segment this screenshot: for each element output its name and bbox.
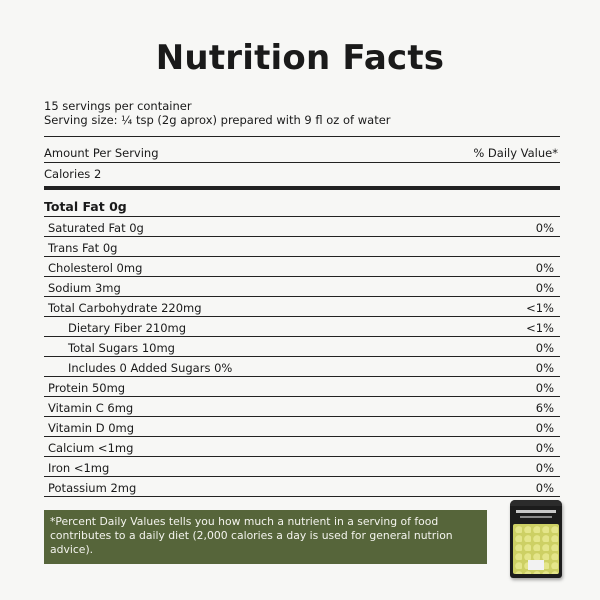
nutrient-daily-value: 0% (535, 281, 554, 295)
nutrient-daily-value: 0% (535, 381, 554, 395)
nutrient-daily-value: 0% (535, 361, 554, 375)
row-divider (44, 316, 560, 317)
nutrient-daily-value: 0% (535, 421, 554, 435)
pouch-label (528, 560, 544, 570)
serving-info (44, 99, 391, 127)
divider (44, 162, 560, 163)
row-divider (44, 396, 560, 397)
pouch-brand-mark (516, 510, 556, 513)
row-divider (44, 256, 560, 257)
nutrient-daily-value: 0% (535, 341, 554, 355)
row-divider (44, 476, 560, 477)
nutrient-daily-value: 0% (535, 441, 554, 455)
nutrient-label: Sodium 3mg (48, 281, 121, 295)
nutrient-daily-value: <1% (526, 321, 554, 335)
row-divider (44, 296, 560, 297)
row-divider (44, 416, 560, 417)
nutrient-label: Calcium <1mg (48, 441, 134, 455)
product-pouch-image (510, 500, 562, 578)
serving-size: Serving size: ¼ tsp (2g aprox) prepared with 9 fl oz of water (44, 113, 391, 127)
nutrient-daily-value: 0% (535, 481, 554, 495)
thick-divider (44, 186, 560, 190)
nutrient-label: Saturated Fat 0g (48, 221, 144, 235)
nutrient-label: Dietary Fiber 210mg (68, 321, 187, 335)
daily-value-note: *Percent Daily Values tells you how much a nutrient in a serving of food contributes to a daily diet (2,000 calories a day is used for general nutrion advice). (44, 510, 487, 564)
row-divider (44, 436, 560, 437)
nutrient-daily-value: 0% (535, 461, 554, 475)
nutrient-label: Trans Fat 0g (48, 241, 118, 255)
daily-value-header: % Daily Value* (473, 146, 558, 160)
divider (44, 136, 560, 137)
row-divider (44, 336, 560, 337)
page-title: Nutrition Facts (155, 38, 445, 78)
nutrient-label: Potassium 2mg (48, 481, 137, 495)
pouch-subtitle-mark (520, 516, 552, 518)
nutrient-label: Includes 0 Added Sugars 0% (68, 361, 233, 375)
row-divider (44, 456, 560, 457)
amount-per-serving-label: Amount Per Serving (44, 146, 159, 160)
row-divider (44, 496, 560, 497)
nutrient-label: Total Sugars 10mg (68, 341, 175, 355)
nutrient-label: Vitamin C 6mg (48, 401, 134, 415)
row-divider (44, 376, 560, 377)
total-fat-heading: Total Fat 0g (44, 199, 127, 214)
row-divider (44, 236, 560, 237)
nutrient-label: Vitamin D 0mg (48, 421, 135, 435)
nutrient-daily-value: <1% (526, 301, 554, 315)
nutrient-label: Protein 50mg (48, 381, 126, 395)
pouch-seal (510, 500, 562, 506)
nutrient-label: Iron <1mg (48, 461, 110, 475)
nutrient-daily-value: 6% (535, 401, 554, 415)
servings-per-container: 15 servings per container (44, 99, 192, 113)
nutrient-label: Total Carbohydrate 220mg (48, 301, 202, 315)
nutrient-daily-value: 0% (535, 261, 554, 275)
divider (44, 216, 560, 217)
nutrient-label: Cholesterol 0mg (48, 261, 143, 275)
row-divider (44, 276, 560, 277)
nutrient-daily-value: 0% (535, 221, 554, 235)
calories: Calories 2 (44, 167, 102, 181)
row-divider (44, 356, 560, 357)
